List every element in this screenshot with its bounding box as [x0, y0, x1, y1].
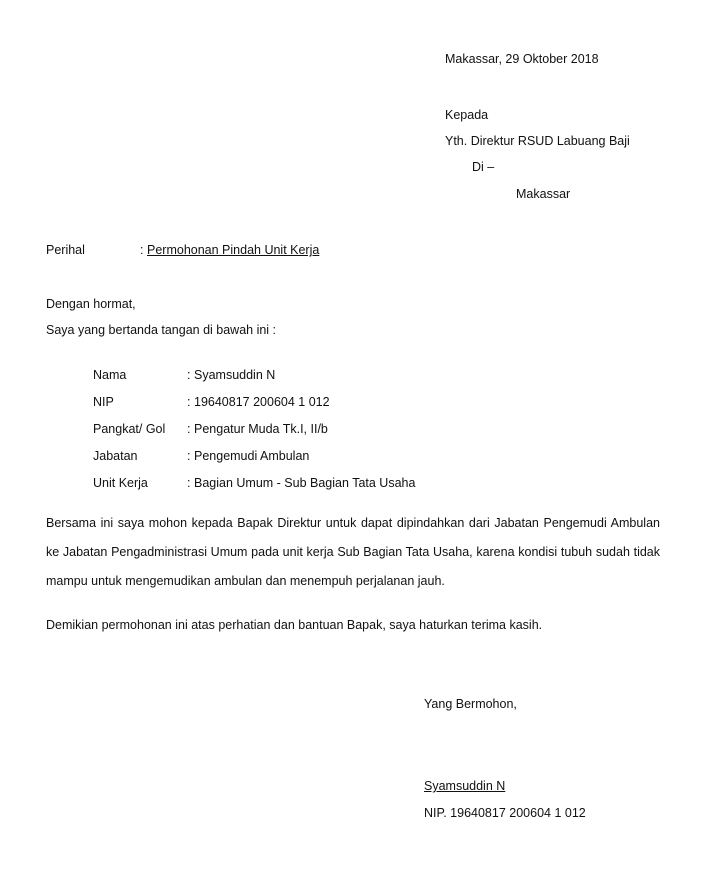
recipient-name: Yth. Direktur RSUD Labuang Baji: [445, 134, 630, 148]
intro-line: Saya yang bertanda tangan di bawah ini :: [46, 323, 277, 337]
recipient-di: Di –: [472, 160, 495, 174]
body-paragraph: Bersama ini saya mohon kepada Bapak Direktur untuk dapat dipindahkan dari Jabatan Pengemudi Ambulan ke Jabatan Pengadministrasi Umum pada unit kerja Sub Bagian Tata Usaha, karena kondisi tubuh sudah tidak mampu untuk mengemudikan ambulan dan menempuh perjalanan jauh.: [46, 516, 660, 588]
closing-paragraph: Demikian permohonan ini atas perhatian dan bantuan Bapak, saya haturkan terima kasih.: [46, 618, 543, 632]
recipient-city: Makassar: [516, 187, 571, 201]
identity-colon: :: [187, 395, 191, 409]
subject-value: Permohonan Pindah Unit Kerja: [147, 243, 320, 257]
identity-colon: :: [187, 476, 191, 490]
identity-value: Syamsuddin N: [194, 368, 276, 382]
signature-name: Syamsuddin N: [424, 779, 506, 793]
signature-salutation: Yang Bermohon,: [424, 697, 517, 711]
identity-label: Jabatan: [93, 449, 138, 463]
identity-value: Pengemudi Ambulan: [194, 449, 310, 463]
identity-label: NIP: [93, 395, 114, 409]
subject-label: Perihal: [46, 243, 85, 257]
identity-value: Pengatur Muda Tk.I, II/b: [194, 422, 328, 436]
identity-colon: :: [187, 368, 191, 382]
greeting: Dengan hormat,: [46, 297, 136, 311]
identity-colon: :: [187, 422, 191, 436]
identity-colon: :: [187, 449, 191, 463]
identity-label: Nama: [93, 368, 127, 382]
recipient-kepada: Kepada: [445, 108, 489, 122]
identity-label: Unit Kerja: [93, 476, 148, 490]
identity-value: Bagian Umum - Sub Bagian Tata Usaha: [194, 476, 416, 490]
signature-nip: NIP. 19640817 200604 1 012: [424, 806, 586, 820]
subject-colon: :: [140, 243, 144, 257]
identity-label: Pangkat/ Gol: [93, 422, 166, 436]
identity-value: 19640817 200604 1 012: [194, 395, 330, 409]
place-date: Makassar, 29 Oktober 2018: [445, 52, 599, 66]
